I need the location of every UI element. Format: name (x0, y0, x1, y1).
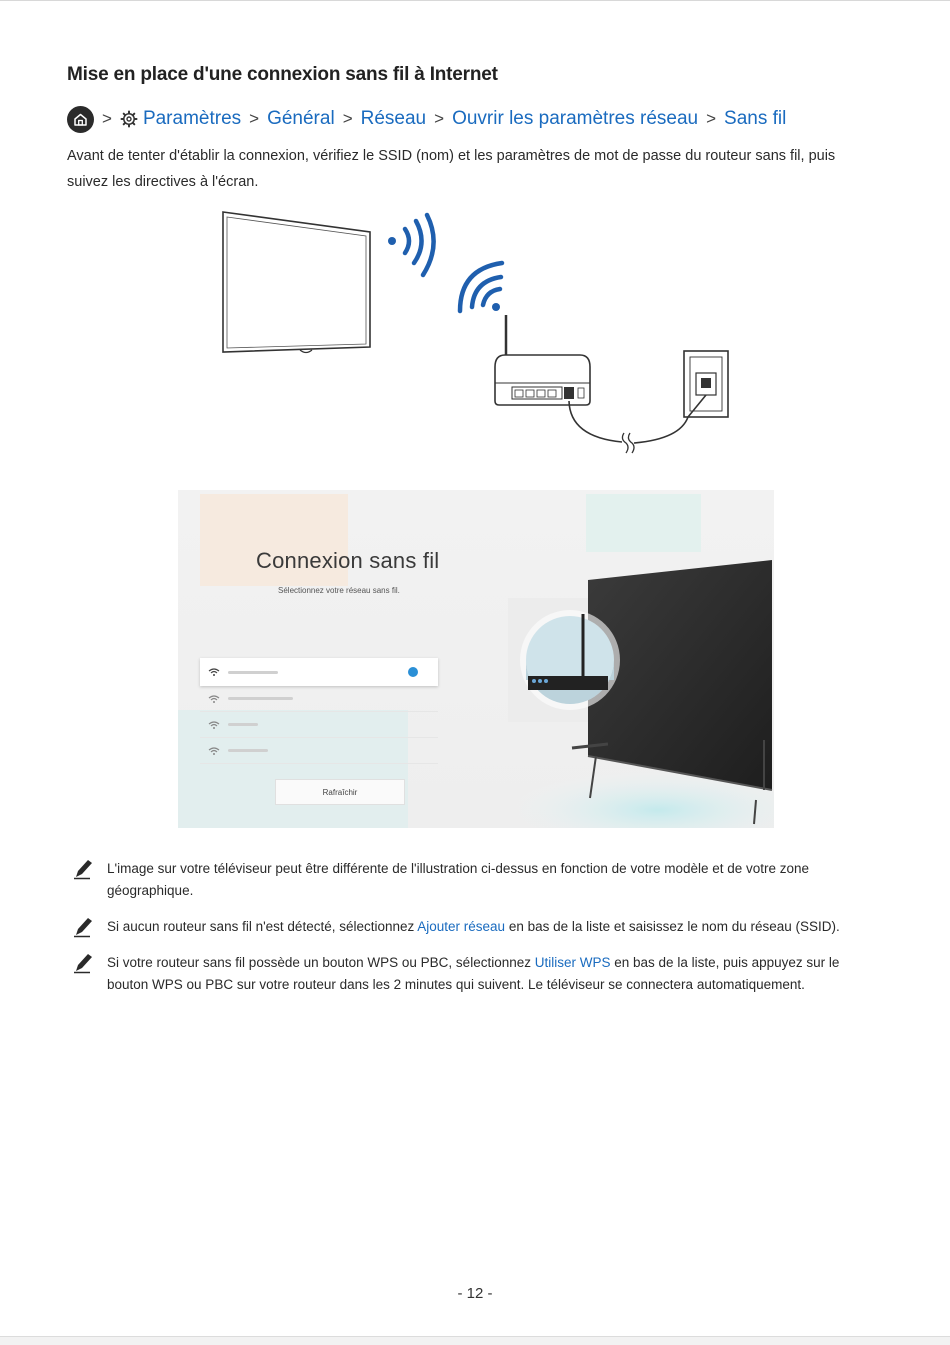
crumb-sans-fil: Sans fil (724, 108, 787, 129)
breadcrumb-separator: > (434, 109, 445, 128)
top-rule (0, 0, 950, 1)
home-icon (67, 106, 94, 133)
utiliser-wps-link[interactable]: Utiliser WPS (534, 955, 611, 970)
network-item[interactable] (200, 712, 438, 738)
pencil-icon (72, 916, 107, 938)
network-name-blurred (228, 749, 268, 752)
breadcrumb (67, 104, 786, 134)
wifi-icon (208, 721, 220, 729)
gear-icon (120, 110, 138, 128)
crumb-reseau: Réseau (360, 108, 427, 129)
pencil-icon (72, 858, 107, 880)
network-list (200, 658, 438, 764)
ajouter-reseau-link[interactable]: Ajouter réseau (417, 919, 506, 934)
wireless-connection-title: Connexion sans fil (256, 548, 440, 573)
page-number: - 12 - (457, 1285, 493, 1302)
wifi-icon (208, 695, 220, 703)
network-name-blurred (228, 723, 258, 726)
refresh-button[interactable]: Rafraîchir (275, 779, 405, 805)
check-icon (408, 667, 418, 677)
section-title: Mise en place d'une connexion sans fil à Internet (67, 64, 498, 85)
note-text: Si votre routeur sans fil possède un bouton WPS ou PBC, sélectionnez Utiliser WPS en bas de la liste, puis appuyez sur le bouton WPS ou PBC sur votre routeur dans les 2 minutes qui suivent. Le téléviseur se connectera automatiquement. (107, 955, 840, 992)
notes-list (72, 858, 872, 1010)
breadcrumb-separator: > (102, 109, 112, 128)
network-name-blurred (228, 697, 293, 700)
connection-diagram (210, 205, 750, 465)
decorative-blob (586, 494, 701, 552)
note-item (72, 916, 872, 938)
network-name-blurred (228, 671, 278, 674)
router-wifi-icon (460, 263, 502, 311)
tv-illustration (223, 212, 370, 353)
intro-paragraph: Avant de tenter d'établir la connexion, vérifiez le SSID (nom) et les paramètres de mot de passe du routeur sans fil, puis suivez les directives à l'écran. (67, 148, 836, 190)
crumb-parametres: Paramètres (142, 108, 242, 129)
breadcrumb-separator: > (342, 109, 353, 128)
pencil-icon (72, 952, 107, 974)
crumb-ouvrir-parametres-reseau: Ouvrir les paramètres réseau (452, 108, 699, 129)
wifi-icon (208, 668, 220, 676)
note-item (72, 858, 872, 902)
crumb-general: Général (267, 108, 335, 129)
router-illustration (495, 315, 590, 405)
breadcrumb-separator: > (706, 109, 717, 128)
tv-router-scene (508, 550, 774, 828)
wall-outlet-illustration (684, 351, 728, 417)
tv-wifi-signal-icon (388, 215, 434, 275)
breadcrumb-separator: > (249, 109, 260, 128)
network-item[interactable] (200, 738, 438, 764)
wireless-connection-subtitle: Sélectionnez votre réseau sans fil. (278, 586, 400, 595)
wifi-icon (208, 747, 220, 755)
note-text: L'image sur votre téléviseur peut être différente de l'illustration ci-dessus en fonction de votre modèle et de votre zone géographique. (107, 861, 810, 898)
tv-screen-illustration (178, 490, 774, 828)
note-text: Si aucun routeur sans fil n'est détecté, sélectionnez Ajouter réseau en bas de la liste et saisissez le nom du réseau (SSID). (107, 919, 840, 934)
network-item[interactable] (200, 658, 438, 686)
note-item (72, 952, 872, 996)
network-item[interactable] (200, 686, 438, 712)
